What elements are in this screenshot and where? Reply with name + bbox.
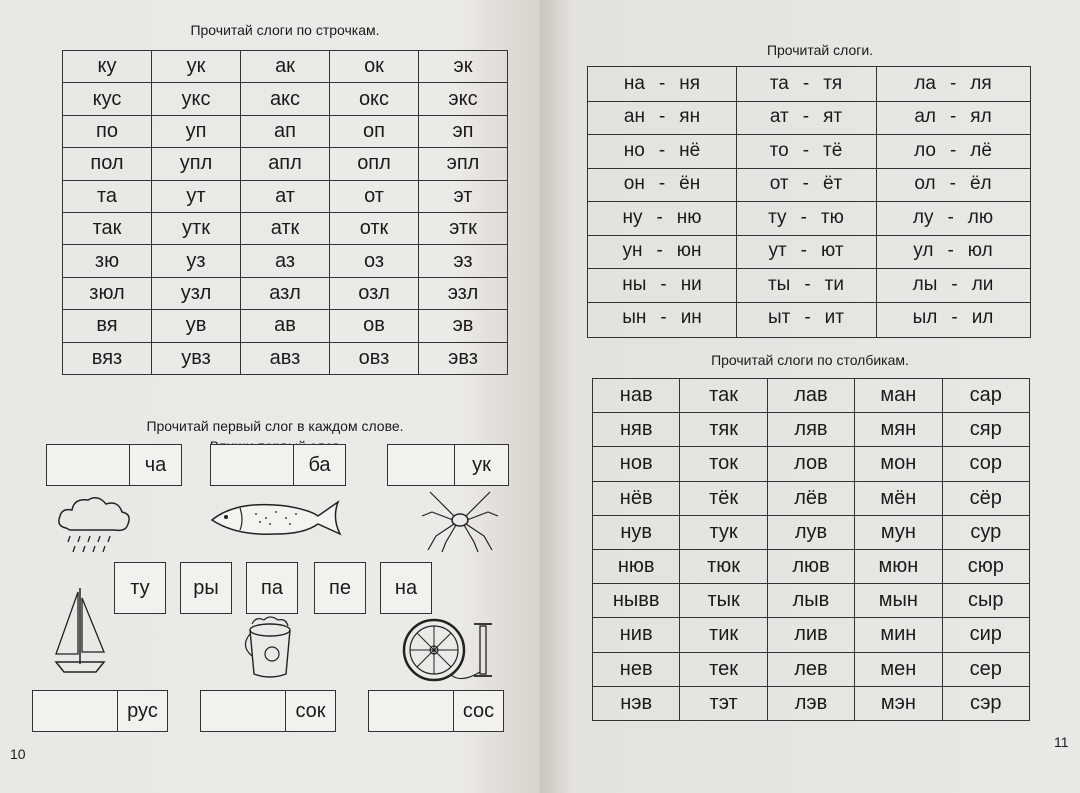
syllable-b: тё xyxy=(823,139,843,161)
syllable-pair xyxy=(736,101,876,135)
syllable-cell: нев xyxy=(593,652,680,686)
heading-read-rows: Прочитай слоги по строчкам. xyxy=(190,22,380,38)
syllable-cell: тык xyxy=(680,584,767,618)
dash: - xyxy=(656,240,663,262)
syllable-cell: мён xyxy=(855,481,942,515)
syllable-a: ут xyxy=(768,240,787,262)
syllable-pair xyxy=(736,67,876,101)
syllable-pair xyxy=(876,67,1030,101)
syllable-cell: этк xyxy=(419,212,508,244)
syllable-a: ул xyxy=(913,240,934,262)
syllable-cell: ав xyxy=(241,310,330,342)
syllable-pair xyxy=(876,235,1030,269)
syllable-cell: нув xyxy=(593,515,680,549)
syllable-a: ан xyxy=(623,106,645,128)
syllable-cell: ув xyxy=(152,310,241,342)
syllable-cell: мян xyxy=(855,413,942,447)
table-row xyxy=(593,618,1030,652)
syllable-cell: кус xyxy=(63,83,152,115)
syllable-b: ли xyxy=(971,273,994,295)
sailboat-icon xyxy=(52,584,108,680)
syllable-cell: утк xyxy=(152,212,241,244)
syllable-a: ол xyxy=(914,173,936,195)
dash: - xyxy=(949,72,957,94)
syllable-b: ти xyxy=(824,273,844,295)
dash: - xyxy=(947,206,954,228)
syllable-cell: вяз xyxy=(63,342,152,374)
syllable-cell: упл xyxy=(152,148,241,180)
dash: - xyxy=(658,72,666,94)
syllable-pair xyxy=(736,168,876,202)
syllable-a: ны xyxy=(622,273,647,295)
table-row xyxy=(63,342,508,374)
heading-read-columns: Прочитай слоги по столбикам. xyxy=(711,352,909,368)
dash: - xyxy=(658,106,666,128)
syllable-cell: тик xyxy=(680,618,767,652)
syllable-b: юн xyxy=(676,240,702,262)
syllable-cell: ап xyxy=(241,115,330,147)
syllable-cell: уз xyxy=(152,245,241,277)
table-row xyxy=(63,115,508,147)
syllable-pair xyxy=(588,235,736,269)
syllable-a: ыт xyxy=(767,307,791,329)
syllable-cell: отк xyxy=(330,212,419,244)
dash: - xyxy=(802,173,809,195)
syllable-cell: по xyxy=(63,115,152,147)
table-row xyxy=(63,277,508,309)
table-row xyxy=(63,212,508,244)
syllable-pair xyxy=(876,302,1030,336)
syllable-b: юл xyxy=(967,240,993,262)
table-row xyxy=(593,549,1030,583)
syllable-cell: нюв xyxy=(593,549,680,583)
syllable-pairs-table xyxy=(587,66,1031,338)
syllable-pair xyxy=(736,268,876,302)
syllable-cell: от xyxy=(330,180,419,212)
syllable-cell: ук xyxy=(152,51,241,83)
syllable-cell: так xyxy=(63,212,152,244)
syllable-b: лю xyxy=(967,206,994,228)
syllable-a: ла xyxy=(914,72,936,94)
dash: - xyxy=(802,139,810,161)
syllable-cell: мын xyxy=(855,584,942,618)
fish-icon xyxy=(206,494,346,542)
cloud-rain-icon xyxy=(54,492,134,556)
syllable-a: ло xyxy=(914,139,936,161)
syllable-cell: эпл xyxy=(419,148,508,180)
syllable-cell: сяр xyxy=(942,413,1029,447)
syllable-cell: тук xyxy=(680,515,767,549)
syllable-cell: лав xyxy=(767,379,854,413)
word-box-2-syllable: ба xyxy=(293,445,345,485)
syllable-b: ён xyxy=(679,173,701,195)
syllable-pair xyxy=(736,302,876,336)
syllable-a: ну xyxy=(622,206,643,228)
syllable-b: ит xyxy=(824,307,844,329)
syllable-cell: лев xyxy=(767,652,854,686)
syllable-cell: нив xyxy=(593,618,680,652)
syllable-b: нё xyxy=(679,139,701,161)
syllable-cell: увз xyxy=(152,342,241,374)
page-number-left: 10 xyxy=(10,746,26,762)
syllable-b: ял xyxy=(970,106,992,128)
dash: - xyxy=(802,72,810,94)
dash: - xyxy=(660,307,667,329)
syllable-pair xyxy=(588,201,736,235)
syllable-pair xyxy=(588,134,736,168)
syllable-box[interactable]: ту xyxy=(114,562,166,614)
syllable-pair xyxy=(876,201,1030,235)
word-box-6-syllable: сос xyxy=(453,691,503,731)
syllable-cell: ут xyxy=(152,180,241,212)
syllable-cell: сор xyxy=(942,447,1029,481)
dash: - xyxy=(951,273,958,295)
syllable-pair xyxy=(736,235,876,269)
table-row xyxy=(593,447,1030,481)
syllable-cell: лёв xyxy=(767,481,854,515)
syllable-cell: тэт xyxy=(680,686,767,720)
syllable-cell: тяк xyxy=(680,413,767,447)
heading-first-syllable-line1: Прочитай первый слог в каждом слове. xyxy=(146,418,404,434)
syllable-a: то xyxy=(769,139,789,161)
table-row xyxy=(593,584,1030,618)
syllable-columns-table xyxy=(592,378,1030,721)
table-row xyxy=(593,413,1030,447)
syllable-cell: мэн xyxy=(855,686,942,720)
word-box-6[interactable] xyxy=(368,690,504,732)
syllable-cell: эв xyxy=(419,310,508,342)
dash: - xyxy=(949,106,957,128)
syllable-cell: тёк xyxy=(680,481,767,515)
syllable-cell: ов xyxy=(330,310,419,342)
syllable-cell: эп xyxy=(419,115,508,147)
syllable-b: ян xyxy=(679,106,701,128)
syllable-b: тя xyxy=(823,72,843,94)
syllable-cell: люв xyxy=(767,549,854,583)
syllable-pair xyxy=(876,101,1030,135)
syllable-b: ёт xyxy=(822,173,843,195)
syllable-cell: ку xyxy=(63,51,152,83)
syllable-cell: ляв xyxy=(767,413,854,447)
syllable-cell: нов xyxy=(593,447,680,481)
syllable-box[interactable]: па xyxy=(246,562,298,614)
word-box-1-syllable: ча xyxy=(129,445,181,485)
table-row xyxy=(63,245,508,277)
syllable-cell: сэр xyxy=(942,686,1029,720)
syllable-cell: нывв xyxy=(593,584,680,618)
syllable-cell: ток xyxy=(680,447,767,481)
syllable-cell: нэв xyxy=(593,686,680,720)
table-row xyxy=(593,481,1030,515)
syllable-cell: вя xyxy=(63,310,152,342)
bucket-icon xyxy=(240,616,300,682)
syllable-pair xyxy=(588,302,736,336)
syllable-cell: эк xyxy=(419,51,508,83)
syllable-cell: эз xyxy=(419,245,508,277)
syllable-pair xyxy=(588,67,736,101)
syllable-box[interactable]: на xyxy=(380,562,432,614)
syllable-cell: нав xyxy=(593,379,680,413)
syllable-cell: экс xyxy=(419,83,508,115)
syllable-cell: сар xyxy=(942,379,1029,413)
syllable-cell: аз xyxy=(241,245,330,277)
heading-read-syllables: Прочитай слоги. xyxy=(766,42,874,58)
word-box-4[interactable] xyxy=(32,690,168,732)
table-row xyxy=(593,652,1030,686)
syllable-cell: лэв xyxy=(767,686,854,720)
spider-icon xyxy=(420,490,500,554)
dash: - xyxy=(800,206,807,228)
dash: - xyxy=(947,240,954,262)
syllable-pair xyxy=(876,134,1030,168)
syllable-cell: мон xyxy=(855,447,942,481)
syllable-a: та xyxy=(769,72,789,94)
table-row xyxy=(63,148,508,180)
word-box-5[interactable] xyxy=(200,690,336,732)
syllable-a: ал xyxy=(914,106,936,128)
syllable-cell: мун xyxy=(855,515,942,549)
syllable-cell: эзл xyxy=(419,277,508,309)
dash: - xyxy=(658,173,666,195)
syllable-cell: сюр xyxy=(942,549,1029,583)
syllable-a: ту xyxy=(768,206,787,228)
table-row xyxy=(63,180,508,212)
syllable-cell: лов xyxy=(767,447,854,481)
syllable-a: на xyxy=(623,72,645,94)
syllable-pair xyxy=(588,268,736,302)
table-row xyxy=(63,83,508,115)
syllable-a: но xyxy=(623,139,645,161)
syllable-cell: уп xyxy=(152,115,241,147)
syllable-cell: зю xyxy=(63,245,152,277)
syllable-cell: эвз xyxy=(419,342,508,374)
table-row xyxy=(63,51,508,83)
syllable-cell: акс xyxy=(241,83,330,115)
dash: - xyxy=(802,106,810,128)
syllable-cell: тек xyxy=(680,652,767,686)
syllable-pair xyxy=(588,168,736,202)
syllable-cell: тюк xyxy=(680,549,767,583)
syllable-b: ят xyxy=(823,106,843,128)
syllable-b: ню xyxy=(676,206,702,228)
syllable-cell: апл xyxy=(241,148,330,180)
syllable-b: ёл xyxy=(969,173,992,195)
pump-wheel-icon xyxy=(400,614,506,686)
syllable-cell: опл xyxy=(330,148,419,180)
syllable-cell: ок xyxy=(330,51,419,83)
word-box-2[interactable] xyxy=(210,444,346,486)
syllable-b: тю xyxy=(820,206,844,228)
syllable-pair xyxy=(588,101,736,135)
syllable-cell: мин xyxy=(855,618,942,652)
syllable-cell: лыв xyxy=(767,584,854,618)
syllable-cell: сёр xyxy=(942,481,1029,515)
word-box-4-syllable: рус xyxy=(117,691,167,731)
syllable-cell: зюл xyxy=(63,277,152,309)
syllable-cell: эт xyxy=(419,180,508,212)
syllable-cell: азл xyxy=(241,277,330,309)
syllable-box[interactable]: пе xyxy=(314,562,366,614)
syllable-cell: сур xyxy=(942,515,1029,549)
syllable-b: лё xyxy=(970,139,992,161)
syllable-b: ил xyxy=(971,307,994,329)
syllable-cell: мюн xyxy=(855,549,942,583)
word-box-5-syllable: сок xyxy=(285,691,335,731)
syllable-b: ля xyxy=(970,72,992,94)
syllable-cell: так xyxy=(680,379,767,413)
syllable-cell: узл xyxy=(152,277,241,309)
table-row xyxy=(63,310,508,342)
syllable-b: ют xyxy=(820,240,844,262)
syllable-cell: пол xyxy=(63,148,152,180)
syllable-pair xyxy=(876,168,1030,202)
syllable-a: лу xyxy=(912,206,934,228)
syllable-rows-table xyxy=(62,50,508,375)
syllable-cell: сир xyxy=(942,618,1029,652)
syllable-cell: сыр xyxy=(942,584,1029,618)
dash: - xyxy=(658,139,666,161)
syllable-a: он xyxy=(623,173,645,195)
syllable-cell: авз xyxy=(241,342,330,374)
dash: - xyxy=(656,206,663,228)
table-row xyxy=(593,515,1030,549)
syllable-b: ин xyxy=(680,307,702,329)
syllable-cell: ман xyxy=(855,379,942,413)
table-row xyxy=(593,379,1030,413)
dash: - xyxy=(951,307,958,329)
dash: - xyxy=(804,307,811,329)
syllable-a: от xyxy=(769,173,789,195)
syllable-a: ун xyxy=(622,240,643,262)
syllable-a: ат xyxy=(769,106,789,128)
syllable-cell: оп xyxy=(330,115,419,147)
syllable-pair xyxy=(736,201,876,235)
syllable-cell: озл xyxy=(330,277,419,309)
dash: - xyxy=(660,273,667,295)
syllable-cell: атк xyxy=(241,212,330,244)
syllable-a: ты xyxy=(767,273,791,295)
syllable-a: ын xyxy=(622,307,647,329)
dash: - xyxy=(949,173,956,195)
dash: - xyxy=(800,240,807,262)
syllable-box[interactable]: ры xyxy=(180,562,232,614)
syllable-b: ни xyxy=(680,273,702,295)
syllable-cell: мен xyxy=(855,652,942,686)
syllable-cell: лив xyxy=(767,618,854,652)
right-page xyxy=(540,0,1080,793)
syllable-cell: оз xyxy=(330,245,419,277)
word-box-1[interactable] xyxy=(46,444,182,486)
syllable-pair xyxy=(876,268,1030,302)
syllable-cell: окс xyxy=(330,83,419,115)
table-row xyxy=(593,686,1030,720)
syllable-b: ня xyxy=(679,72,701,94)
syllable-cell: та xyxy=(63,180,152,212)
word-box-3[interactable] xyxy=(387,444,509,486)
dash: - xyxy=(949,139,957,161)
syllable-cell: лув xyxy=(767,515,854,549)
syllable-cell: нёв xyxy=(593,481,680,515)
dash: - xyxy=(804,273,811,295)
syllable-cell: укс xyxy=(152,83,241,115)
syllable-cell: ак xyxy=(241,51,330,83)
syllable-cell: сер xyxy=(942,652,1029,686)
word-box-3-syllable: ук xyxy=(454,445,508,485)
syllable-cell: ат xyxy=(241,180,330,212)
syllable-pair xyxy=(736,134,876,168)
syllable-cell: овз xyxy=(330,342,419,374)
syllable-a: лы xyxy=(912,273,938,295)
page-number-right: 11 xyxy=(1054,734,1069,750)
syllable-cell: няв xyxy=(593,413,680,447)
syllable-a: ыл xyxy=(912,307,938,329)
